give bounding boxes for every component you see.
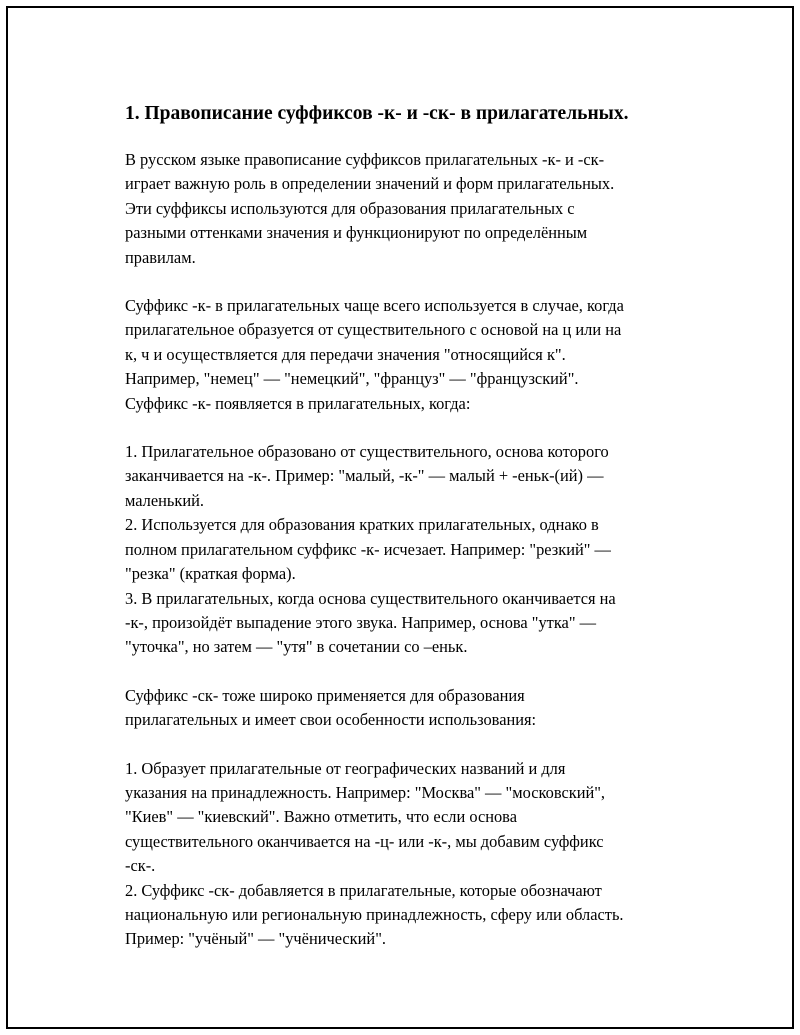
text-line: указания на принадлежность. Например: "Москва" — "московский", xyxy=(125,782,606,802)
paragraph-suffix-sk xyxy=(125,684,695,733)
text-line: Суффикс -к- появляется в прилагательных, когда: xyxy=(125,393,471,413)
text-line: существительного оканчивается на -ц- или -к-, мы добавим суффикс xyxy=(125,831,604,851)
text-line: маленький. xyxy=(125,490,204,510)
text-line: "уточка", но затем — "утя" в сочетании со –еньк. xyxy=(125,637,468,657)
text-line: полном прилагательном суффикс -к- исчезает. Например: "резкий" — xyxy=(125,539,611,559)
text-line: национальную или региональную принадлежность, сферу или область. xyxy=(125,904,624,924)
text-line: 1. Прилагательное образовано от существительного, основа которого xyxy=(125,442,609,462)
text-line: разными оттенками значения и функционируют по определённым xyxy=(125,223,588,243)
text-line: прилагательных и имеет свои особенности использования: xyxy=(125,710,537,730)
text-line: -ск-. xyxy=(125,856,156,876)
text-line: Пример: "учёный" — "учёнический". xyxy=(125,929,386,949)
text-line: "Киев" — "киевский". Важно отметить, что если основа xyxy=(125,807,517,827)
paragraph-intro xyxy=(125,148,695,270)
document-title: 1. Правописание суффиксов -к- и -ск- в прилагательных. xyxy=(125,103,629,124)
text-line: играет важную роль в определении значений и форм прилагательных. xyxy=(125,174,615,194)
text-line: 2. Суффикс -ск- добавляется в прилагательные, которые обозначают xyxy=(125,880,602,900)
text-line: -к-, произойдёт выпадение этого звука. Например, основа "утка" — xyxy=(125,612,597,632)
text-line: 2. Используется для образования кратких прилагательных, однако в xyxy=(125,515,599,535)
text-line: Суффикс -к- в прилагательных чаще всего используется в случае, когда xyxy=(125,296,624,316)
text-line: заканчивается на -к-. Пример: "малый, -к-" — малый + -еньк-(ий) — xyxy=(125,466,604,486)
paragraph-suffix-sk-list xyxy=(125,757,695,952)
text-line: 3. В прилагательных, когда основа существительного оканчивается на xyxy=(125,588,616,608)
text-line: 1. Образует прилагательные от географических названий и для xyxy=(125,758,566,778)
paragraph-suffix-k xyxy=(125,294,695,416)
paragraph-suffix-k-list xyxy=(125,440,695,660)
text-line: Суффикс -ск- тоже широко применяется для образования xyxy=(125,685,525,705)
page-frame xyxy=(6,6,794,1029)
text-line: Например, "немец" — "немецкий", "француз" — "французский". xyxy=(125,369,579,389)
document-body xyxy=(125,100,695,952)
text-line: Эти суффиксы используются для образования прилагательных с xyxy=(125,198,575,218)
text-line: В русском языке правописание суффиксов прилагательных -к- и -ск- xyxy=(125,150,605,169)
text-line: прилагательное образуется от существительного с основой на ц или на xyxy=(125,320,622,340)
text-line: к, ч и осуществляется для передачи значения "относящийся к". xyxy=(125,344,566,364)
text-line: "резка" (краткая форма). xyxy=(125,564,296,584)
text-line: правилам. xyxy=(125,247,196,267)
